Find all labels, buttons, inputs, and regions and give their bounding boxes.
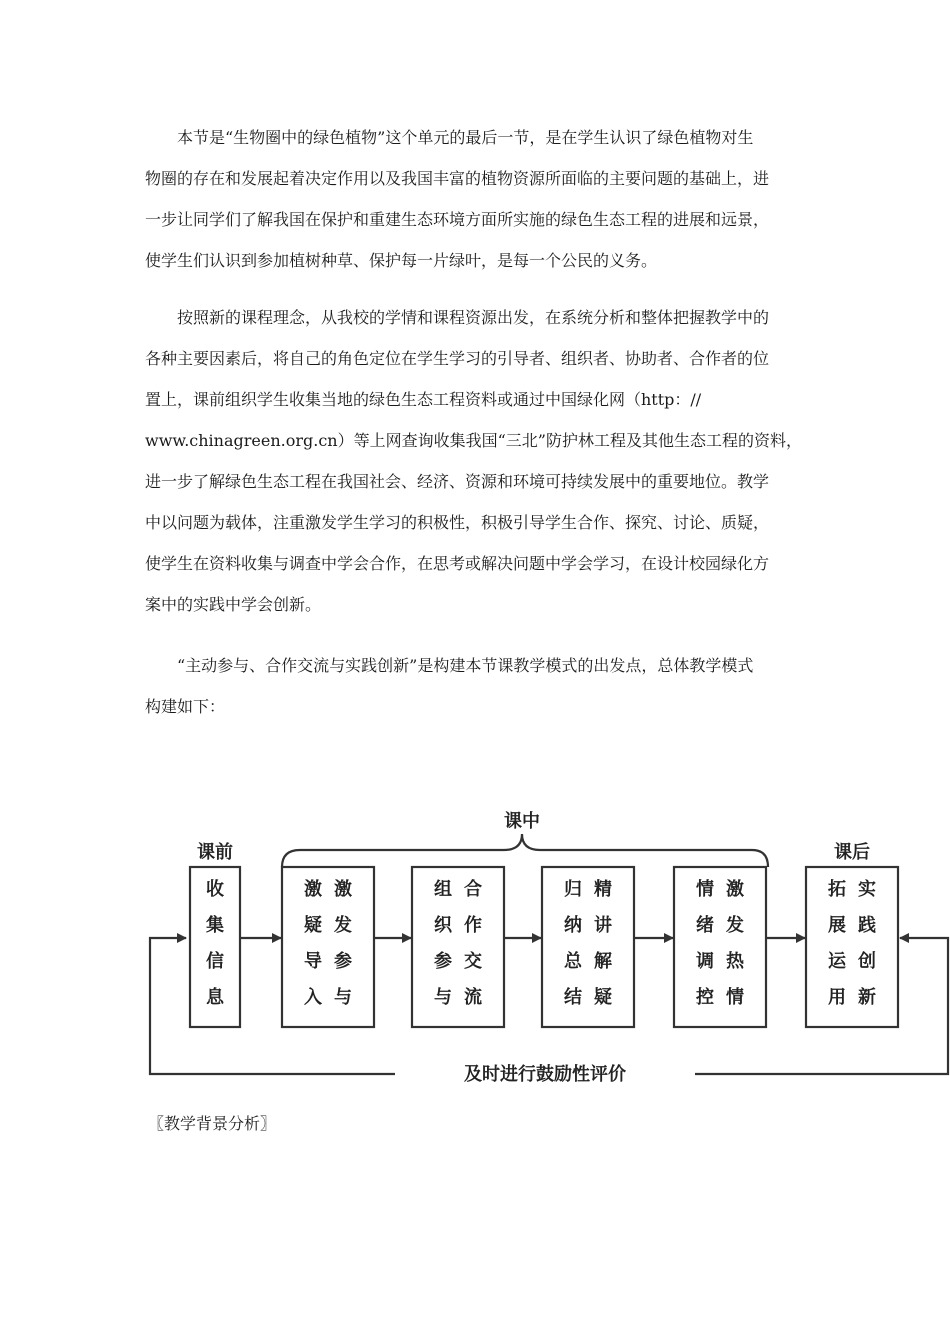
label-during-class: 课中 xyxy=(504,811,540,832)
stage-box-character: 信 xyxy=(206,951,224,972)
stage-box-character: 热 xyxy=(726,951,744,972)
stage-box-character: 收 xyxy=(206,879,224,900)
stage-box-character: 疑 xyxy=(594,987,612,1008)
feedback-label: 及时进行鼓励性评价 xyxy=(464,1064,626,1085)
stage-box-character: 组 xyxy=(434,879,452,900)
paragraph-line: 构建如下： xyxy=(145,697,226,716)
stage-box-character: 拓 xyxy=(828,879,846,900)
paragraph-line: 使学生在资料收集与调查中学会合作，在思考或解决问题中学会学习，在设计校园绿化方 xyxy=(145,554,770,573)
stage-box-character: 激 xyxy=(304,879,322,900)
stage-box-character: 与 xyxy=(434,987,452,1008)
paragraph-line: 置上，课前组织学生收集当地的绿色生态工程资料或通过中国绿化网（http：// xyxy=(145,390,702,409)
stage-box xyxy=(806,867,898,1027)
stage-box-character: 织 xyxy=(434,915,452,936)
paragraph-line: “主动参与、合作交流与实践创新”是构建本节课教学模式的出发点，总体教学模式 xyxy=(177,656,754,675)
stage-box-character: 入 xyxy=(304,987,322,1008)
section-heading: 〖教学背景分析〗 xyxy=(148,1114,277,1133)
paragraph-line: 一步让同学们了解我国在保护和重建生态环境方面所实施的绿色生态工程的进展和远景， xyxy=(145,210,770,229)
label-before-class: 课前 xyxy=(197,842,233,863)
paragraph-line: 案中的实践中学会创新。 xyxy=(145,595,322,614)
stage-box-character: 发 xyxy=(334,915,352,936)
teaching-approach-paragraph xyxy=(145,297,810,625)
during-class-brace xyxy=(282,834,768,867)
stage-box-character: 实 xyxy=(858,879,876,900)
stage-boxes xyxy=(190,867,898,1027)
paragraph-line: 物圈的存在和发展起着决定作用以及我国丰富的植物资源所面临的主要问题的基础上，进 xyxy=(145,169,770,188)
paragraph-line: 使学生们认识到参加植树种草、保护每一片绿叶，是每一个公民的义务。 xyxy=(145,251,658,270)
stage-box-character: 精 xyxy=(594,879,612,900)
teaching-model-diagram xyxy=(140,800,950,1090)
stage-box-character: 总 xyxy=(564,951,582,972)
stage-box-character: 践 xyxy=(858,915,876,936)
stage-box xyxy=(282,867,374,1027)
stage-box-character: 控 xyxy=(696,987,714,1008)
stage-box-character: 合 xyxy=(464,879,482,900)
paragraph-line: www.chinagreen.org.cn）等上网查询收集我国“三北”防护林工程及其他生态工程的资料， xyxy=(145,431,802,450)
stage-box-character: 运 xyxy=(828,951,846,972)
stage-box-character: 疑 xyxy=(304,915,322,936)
paragraph-line: 进一步了解绿色生态工程在我国社会、经济、资源和环境可持续发展中的重要地位。教学 xyxy=(145,472,770,491)
stage-box-character: 交 xyxy=(464,951,482,972)
stage-box-character: 创 xyxy=(858,951,876,972)
stage-box-character: 新 xyxy=(858,987,876,1008)
stage-box-character: 归 xyxy=(564,879,582,900)
stage-box-character: 参 xyxy=(334,951,352,972)
stage-box-character: 调 xyxy=(696,951,714,972)
stage-box-character: 情 xyxy=(696,879,714,900)
stage-box-character: 展 xyxy=(828,915,846,936)
paragraph-line: 按照新的课程理念，从我校的学情和课程资源出发，在系统分析和整体把握教学中的 xyxy=(177,308,770,327)
stage-box-character: 纳 xyxy=(564,915,582,936)
label-after-class: 课后 xyxy=(834,842,870,863)
stage-box-character: 发 xyxy=(726,915,744,936)
teaching-model-paragraph xyxy=(145,645,810,727)
stage-box-character: 用 xyxy=(828,987,846,1008)
stage-box-character: 激 xyxy=(334,879,352,900)
stage-box-character: 激 xyxy=(726,879,744,900)
stage-box xyxy=(674,867,766,1027)
intro-paragraph xyxy=(145,117,810,281)
stage-box xyxy=(542,867,634,1027)
stage-box-character: 解 xyxy=(594,951,612,972)
stage-box-character: 集 xyxy=(206,915,224,936)
stage-box-character: 作 xyxy=(464,915,482,936)
stage-box xyxy=(412,867,504,1027)
stage-box-character: 与 xyxy=(334,987,352,1008)
stage-box-character: 流 xyxy=(464,987,482,1008)
stage-box-character: 参 xyxy=(434,951,452,972)
paragraph-line: 中以问题为载体，注重激发学生学习的积极性，积极引导学生合作、探究、讨论、质疑， xyxy=(145,513,770,532)
paragraph-line: 本节是“生物圈中的绿色植物”这个单元的最后一节，是在学生认识了绿色植物对生 xyxy=(177,128,754,147)
stage-box-character: 情 xyxy=(726,987,744,1008)
stage-box-character: 导 xyxy=(304,951,322,972)
stage-box-character: 息 xyxy=(206,987,224,1008)
stage-box-character: 绪 xyxy=(696,915,714,936)
paragraph-line: 各种主要因素后，将自己的角色定位在学生学习的引导者、组织者、协助者、合作者的位 xyxy=(145,349,770,368)
stage-box-character: 讲 xyxy=(594,915,612,936)
stage-box-character: 结 xyxy=(564,987,582,1008)
